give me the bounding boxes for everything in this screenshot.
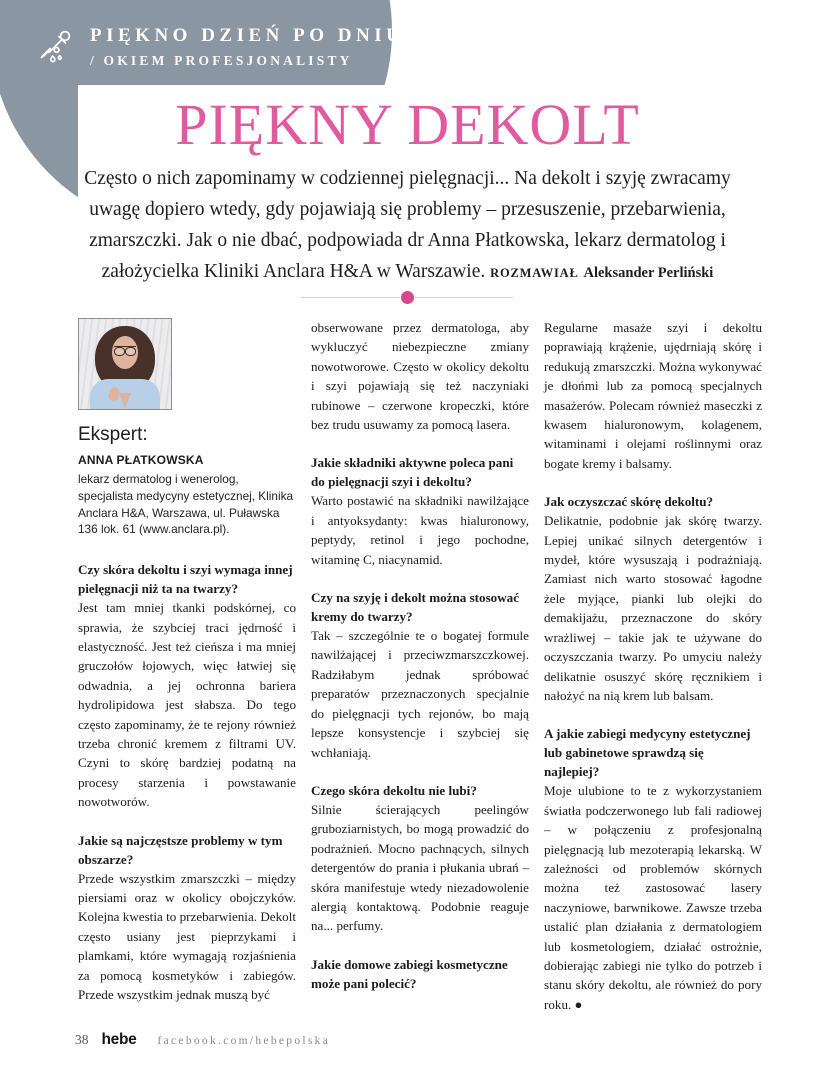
interview-question: Czy na szyję i dekolt można stosować kremy do twarzy? [311, 590, 520, 625]
expert-box [78, 318, 296, 538]
article-title: PIĘKNY DEKOLT [175, 92, 640, 157]
section-header-text [90, 25, 404, 73]
interviewer-name: Aleksander Perliński [583, 265, 714, 281]
expert-info [78, 424, 296, 538]
interview-answer: Tak – szczególnie te o bogatej formule nawilżającej i przeciwzmarszczkowej. Radziłabym jednak spróbować preparatów przeznaczonych specjalnie do pielęgnacji tych rejonów, bo mają lepsze konsystencje i szybciej się wchłaniają. [311, 628, 529, 760]
interview-answer: Moje ulubione to te z wykorzystaniem światła podczerwonego lub fali radiowej – w połączeniu z profesjonalną pielęgnacją lub mezoterapią lekarską. W zależności od problemów skórnych można też zastosować lasery naczyniowe, barwnikowe. Zawsze trzeba ustalić plan działania z dermatologiem lub kosmetologiem, działać ostrożnie, dobierając zabiegi nie tylko do potrzeb i stanu skóry dekoltu, ale również do pory roku. ● [544, 783, 762, 1012]
section-title: PIĘKNO DZIEŃ PO DNIU [90, 25, 405, 46]
interview-answer: Silnie ścierających peelingów gruboziarnistych, bo mogą prowadzić do podrażnień. Mocno pachnących, silnych detergentów do prania i płukania ubrań – skóra manifestuje wtedy niezadowolenie alergią kontaktową. Podobnie reaguje na... perfumy. [311, 801, 529, 934]
interview-question: Jakie domowe zabiegi kosmetyczne może pani polecić? [311, 956, 508, 991]
dropper-icon [32, 27, 76, 73]
interview-question: Jak oczyszczać skórę dekoltu? [544, 494, 714, 510]
expert-bio: lekarz dermatolog i wenerolog, specjalista medycyny estetycznej, Klinika Anclara H&A, Warszawa, ul. Puławska 136 lok. 61 (www.anclara.pl). [78, 472, 294, 537]
photo-glasses [114, 346, 136, 354]
interview-answer: obserwowane przez dermatologa, aby wykluczyć niebezpieczne zmiany nowotworowe. Często w okolicy dekoltu i szyi pojawiają się też naczyniaki rubinowe – czerwone kropeczki, które bez trudu usuwamy za pomocą lasera. [311, 320, 529, 433]
divider-line-left [301, 297, 400, 298]
interview-answer: Regularne masaże szyi i dekoltu poprawiają krążenie, ujędrniają skórę i redukują zmarszczki. Można wykonywać je dłońmi lub za pomocą specjalnych masażerów. Polecam również maseczki z kwasem hialuronowym, kolagenem, witaminami i olejami roślinnymi oraz bogate kremy i balsamy. [544, 320, 762, 471]
section-subtitle: / OKIEM PROFESJONALISTY [90, 53, 353, 68]
column-right [544, 318, 762, 1014]
qa-column-2 [311, 318, 529, 993]
interview-question: A jakie zabiegi medycyny estetycznej lub gabinetowe sprawdzą się najlepiej? [544, 726, 751, 780]
expert-label: Ekspert: [78, 424, 148, 445]
hebe-logo: hebe [101, 1031, 137, 1048]
expert-name: ANNA PŁATKOWSKA [78, 453, 204, 467]
qa-column-3 [544, 318, 762, 1014]
interview-answer: Przede wszystkim zmarszczki – między piersiami oraz w okolicy obojczyków. Kolejna kwestia to przebarwienia. Dekolt często usiany jest pieprzykami i plamkami, które wymagają rozjaśnienia za pomocą kosmetyków i zabiegów. Przede wszystkim jednak muszą być [78, 870, 296, 1003]
interview-answer: Warto postawić na składniki nawilżające i antyoksydanty: kwas hialuronowy, peptydy, retinol i jego pochodne, witaminę C, niacynamid. [311, 493, 529, 567]
page-number: 38 [75, 1032, 89, 1047]
divider-line-right [415, 297, 514, 298]
interviewer-label: ROZMAWIAŁ [490, 266, 579, 280]
expert-photo [78, 318, 172, 410]
column-left [78, 318, 296, 1014]
divider-dot-icon [401, 291, 414, 304]
interview-question: Czego skóra dekoltu nie lubi? [311, 782, 477, 798]
interview-answer: Jest tam mniej tkanki podskórnej, co sprawia, że szybciej traci jędrność i elastyczność. Jest też cieńsza i ma mniej gruczołów łojowych, więc łatwiej się odwadnia, a jej ochronna bariera hydrolipidowa jest słabsza. Do tego często zapominamy, że te rejony również trzeba chronić kremem z filtrami UV. Czyni to skórę bardziej podatną na procesy starzenia i powstawanie nowotworów. [78, 600, 296, 810]
qa-column-1 [78, 560, 296, 1004]
facebook-url: facebook.com/hebepolska [157, 1035, 331, 1047]
section-header [32, 25, 404, 73]
interview-question: Jakie są najczęstsze problemy w tym obszarze? [78, 832, 283, 867]
interview-question: Jakie składniki aktywne poleca pani do pielęgnacji szyi i dekoltu? [311, 455, 514, 490]
interview-question: Czy skóra dekoltu i szyi wymaga innej pielęgnacji niż ta na twarzy? [78, 562, 293, 597]
article-intro [80, 163, 735, 289]
interview-answer: Delikatnie, podobnie jak skórę twarzy. Lepiej unikać silnych detergentów i mydeł, które wysuszają i podrażniają. Zamiast nich warto stosować łagodne żele myjące, pianki lub olejki do demakijażu, przeznaczone do skóry wrażliwej – takie jak te używane do oczyszczania twarzy. Po umyciu należy delikatnie osuszyć skórę ręcznikiem i nałożyć na nią krem lub balsam. [544, 513, 762, 703]
page-footer [75, 1031, 330, 1049]
article-columns [78, 318, 762, 1014]
column-middle [311, 318, 529, 1014]
intro-text: Często o nich zapominamy w codziennej pielęgnacji... Na dekolt i szyję zwracamy uwagę dopiero wtedy, gdy pojawiają się problemy – przesuszenie, przebarwienia, zmarszczki. Jak o nie dbać, podpowiada dr Anna Płatkowska, lekarz dermatolog i założycielka Kliniki Anclara H&A w Warszawie. [84, 168, 731, 282]
section-divider [301, 290, 513, 304]
